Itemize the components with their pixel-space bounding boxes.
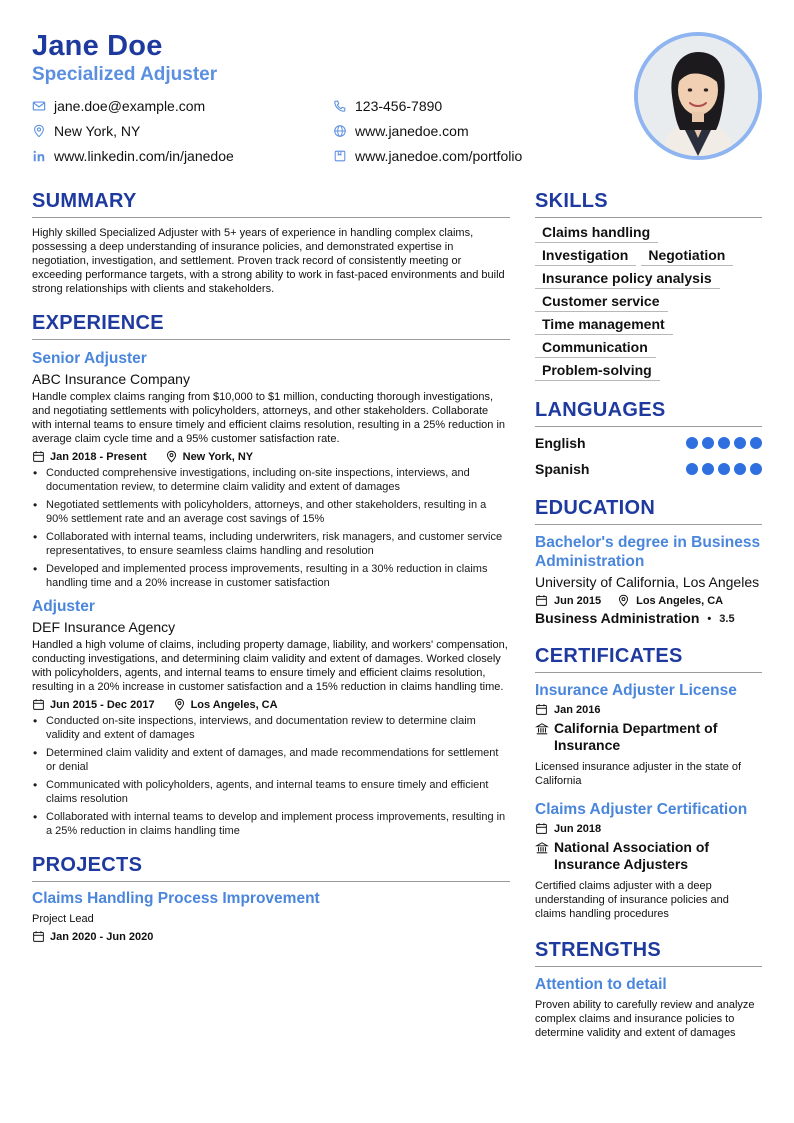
skill-tag: Claims handling [535, 224, 658, 243]
strength-entry [535, 975, 762, 1040]
certificates-heading: CERTIFICATES [535, 645, 762, 673]
institution-icon [535, 722, 549, 736]
experience-heading: EXPERIENCE [32, 312, 510, 340]
summary-heading: SUMMARY [32, 190, 510, 218]
proficiency-dot [702, 437, 714, 449]
language-name: English [535, 435, 586, 451]
job-company: DEF Insurance Agency [32, 619, 176, 635]
education-meta [535, 594, 762, 607]
profile-photo [634, 32, 762, 160]
location-pin-icon [165, 450, 178, 463]
website-text: www.janedoe.com [355, 123, 469, 139]
phone-icon [333, 99, 347, 113]
job-bullet: • Communicated with policyholders, agents, and internal teams to ensure timely and efficient claims resolution [32, 778, 510, 806]
education-location: Los Angeles, CA [636, 594, 724, 607]
certificate-issuer: California Department of Insurance [554, 720, 718, 753]
contact-portfolio[interactable] [333, 148, 522, 164]
proficiency-dot [750, 437, 762, 449]
linkedin-text: www.linkedin.com/in/janedoe [54, 148, 234, 164]
job-title: Adjuster [32, 598, 95, 615]
education-field-row [535, 610, 762, 627]
proficiency-dot [702, 463, 714, 475]
job-bullet: • Developed and implemented process improvements, resulting in a 30% reduction in claims handling time and a 20% increase in customer satisfaction [32, 562, 510, 590]
project-title: Claims Handling Process Improvement [32, 890, 320, 907]
proficiency-dot [734, 437, 746, 449]
certificate-title: Claims Adjuster Certification [535, 801, 748, 818]
calendar-icon [32, 698, 45, 711]
sidebar-column [535, 190, 762, 1040]
language-level [682, 463, 762, 475]
location-pin-icon [173, 698, 186, 711]
job-bullet: • Collaborated with internal teams to develop and implement process improvements, resulting in a 25% reduction in claims handling time [32, 810, 510, 838]
experience-entry [32, 598, 510, 838]
job-title: Senior Adjuster [32, 350, 147, 367]
certificate-date-row [535, 703, 762, 716]
phone-text: 123-456-7890 [355, 98, 443, 114]
skill-tag: Problem-solving [535, 362, 660, 381]
resume-header [32, 30, 762, 180]
job-dates: Jun 2015 - Dec 2017 [50, 698, 155, 711]
job-bullet: • Determined claim validity and extent of damages, and made recommendations for settlement or denial [32, 746, 510, 774]
projects-heading: PROJECTS [32, 854, 510, 882]
contact-location [32, 123, 140, 139]
candidate-title: Specialized Adjuster [32, 64, 218, 85]
calendar-icon [535, 822, 548, 835]
calendar-icon [535, 594, 548, 607]
language-name: Spanish [535, 461, 590, 477]
job-company: ABC Insurance Company [32, 371, 190, 387]
project-role: Project Lead [32, 913, 94, 925]
certificate-issuer-row [535, 720, 762, 754]
certificate-issuer: National Association of Insurance Adjusters [554, 839, 710, 872]
education-entry [535, 533, 762, 627]
job-bullet: • Negotiated settlements with policyholders, attorneys, and other stakeholders, resulting in a 90% settlement rate and an average cost savings of 15% [32, 498, 510, 526]
profile-avatar-illustration [638, 36, 758, 156]
portfolio-icon [333, 149, 347, 163]
job-bullets [32, 466, 510, 590]
skill-tag: Negotiation [641, 247, 733, 266]
job-meta [32, 698, 510, 711]
language-row [535, 433, 762, 453]
location-pin-icon [32, 124, 46, 138]
strengths-heading: STRENGTHS [535, 939, 762, 967]
institution-icon [535, 841, 549, 855]
skill-tag: Communication [535, 339, 656, 358]
strength-title: Attention to detail [535, 976, 667, 993]
certificate-issuer-row [535, 839, 762, 873]
project-meta [32, 930, 510, 943]
summary-text: Highly skilled Specialized Adjuster with 5+ years of experience in handling complex claims, possessing a deep understanding of insurance policies, and demonstrated expertise in negotiation, investigation, and settlement. Proven track record of consistently meeting or exceeding performance targets, with a strong ability to work in fast-paced environments and build strong relationships with clients and stakeholders. [32, 227, 505, 295]
certificate-date-row [535, 822, 762, 835]
experience-entry [32, 350, 510, 590]
job-description: Handled a high volume of claims, including property damage, liability, and workers' compensation, conducting investigations, and determining claim validity and extent of damages. Worked closely with policyholders, agents, and internal teams to ensure timely and efficient claims resolution, resulting in a 20% increase in customer satisfaction and a 15% reduction in claims handling time. [32, 639, 508, 693]
certificate-description: Certified claims adjuster with a deep understanding of insurance policies and claims handling procedures [535, 880, 729, 920]
calendar-icon [32, 450, 45, 463]
certificate-date: Jan 2016 [554, 703, 601, 716]
certificate-date: Jun 2018 [554, 822, 602, 835]
candidate-name: Jane Doe [32, 30, 163, 62]
certificate-description: Licensed insurance adjuster in the state of California [535, 761, 742, 787]
job-bullets [32, 714, 510, 838]
job-meta [32, 450, 510, 463]
languages-list [535, 433, 762, 479]
contact-website[interactable] [333, 123, 469, 139]
certificate-entry [535, 800, 762, 921]
education-heading: EDUCATION [535, 497, 762, 525]
job-description: Handle complex claims ranging from $10,000 to $1 million, conducting thorough investigations, and negotiating settlements with policyholders, attorneys, and other stakeholders. Collaborate with internal teams to ensure timely and efficient claims resolution, resulting in a 25% reduction in average claim cycle time and a 95% customer satisfaction rate. [32, 391, 506, 445]
location-pin-icon [617, 594, 630, 607]
contact-email[interactable] [32, 98, 205, 114]
calendar-icon [32, 930, 45, 943]
certificate-title: Insurance Adjuster License [535, 682, 737, 699]
skills-heading: SKILLS [535, 190, 762, 218]
email-text: jane.doe@example.com [54, 98, 206, 114]
skill-tag: Insurance policy analysis [535, 270, 720, 289]
job-dates: Jan 2018 - Present [50, 450, 147, 463]
school-name: University of California, Los Angeles [535, 574, 760, 590]
proficiency-dot [718, 437, 730, 449]
proficiency-dot [686, 463, 698, 475]
degree-title: Bachelor's degree in Business Administration [535, 534, 761, 570]
proficiency-dot [718, 463, 730, 475]
proficiency-dot [734, 463, 746, 475]
calendar-icon [535, 703, 548, 716]
project-dates: Jan 2020 - Jun 2020 [50, 930, 154, 943]
job-bullet: • Collaborated with internal teams, including underwriters, risk managers, and customer service representatives, to ensure seamless claims handling and resolution [32, 530, 510, 558]
language-row [535, 459, 762, 479]
contact-linkedin[interactable] [32, 148, 234, 164]
job-bullet: • Conducted on-site inspections, interviews, and documentation review to determine claim validity and extent of damages [32, 714, 510, 742]
skill-tag: Investigation [535, 247, 636, 266]
languages-heading: LANGUAGES [535, 399, 762, 427]
proficiency-dot [686, 437, 698, 449]
education-date: Jun 2015 [554, 594, 602, 607]
linkedin-icon [32, 149, 46, 163]
job-bullet: • Conducted comprehensive investigations, including on-site inspections, interviews, and documentation review, to determine claim validity and extent of damages [32, 466, 510, 494]
language-level [682, 437, 762, 449]
main-column [32, 190, 510, 943]
project-entry [32, 890, 510, 943]
certificate-entry [535, 681, 762, 788]
gpa-separator: • [707, 612, 712, 625]
globe-icon [333, 124, 347, 138]
job-location: Los Angeles, CA [190, 698, 278, 711]
mail-icon [32, 99, 46, 113]
job-location: New York, NY [182, 450, 254, 463]
location-text: New York, NY [54, 123, 141, 139]
education-gpa: 3.5 [719, 612, 735, 625]
education-field: Business Administration [535, 610, 700, 626]
contact-phone[interactable] [333, 98, 442, 114]
strength-description: Proven ability to carefully review and analyze complex claims and insurance policies to determine validity and extent of damages [535, 999, 755, 1039]
skill-tag: Time management [535, 316, 673, 335]
skills-list [535, 224, 762, 381]
proficiency-dot [750, 463, 762, 475]
portfolio-text: www.janedoe.com/portfolio [355, 148, 523, 164]
skill-tag: Customer service [535, 293, 668, 312]
